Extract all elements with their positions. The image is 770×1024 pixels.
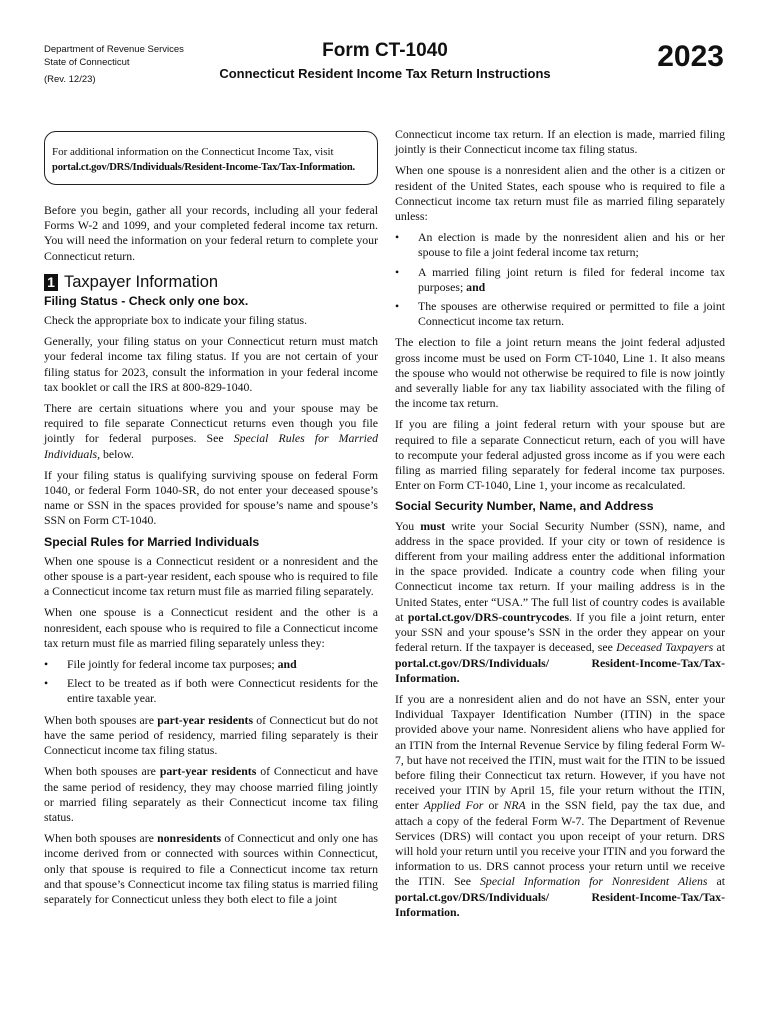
right-column bbox=[395, 127, 725, 926]
special-rules-p3: When both spouses are part-year residents of Connecticut but do not have the same period of residency, married filing separately is their Connecticut income tax filing status. bbox=[44, 712, 378, 758]
intro-paragraph: Before you begin, gather all your records, including all your federal Forms W-2 and 1099, and your completed federal income tax return. You will need the information on your federal return to complete your Connecticut return. bbox=[44, 203, 378, 263]
filing-status-p4: If your filing status is qualifying surviving spouse on federal Form 1040, or federal Form 1040-SR, do not enter your deceased spouse’s name or SSN in the spaces provided for spouse’s name and spouse’s SSN on Form CT-1040. bbox=[44, 467, 378, 528]
revision-date: (Rev. 12/23) bbox=[44, 74, 96, 85]
nonresident-alien-paragraph: When one spouse is a nonresident alien and the other is a citizen or resident of the United States, each spouse who is required to file a Connecticut income tax return must file as married filing separately unless: bbox=[395, 163, 725, 224]
info-box-link[interactable]: portal.ct.gov/DRS/Individuals/Resident-Income-Tax/Tax-Information. bbox=[52, 162, 355, 173]
special-rules-list bbox=[44, 657, 378, 707]
info-box-text: For additional information on the Connecticut Income Tax, visit bbox=[52, 146, 334, 158]
department-name: Department of Revenue Services bbox=[44, 44, 184, 55]
list-item: • The spouses are otherwise required or permitted to file a joint Connecticut income tax return. bbox=[395, 299, 725, 329]
election-paragraph: The election to file a joint return means the joint federal adjusted gross income must be used on Form CT-1040, Line 1. It also means the spouse who would not otherwise be required to file is now jointly and severally liable for any tax liability associated with the filing of the income tax return. bbox=[395, 335, 725, 411]
left-column bbox=[44, 127, 378, 913]
ssn-heading: Social Security Number, Name, and Address bbox=[395, 499, 654, 514]
itin-paragraph: If you are a nonresident alien and do not have an SSN, enter your Individual Taxpayer Identification Number (ITIN) in the space provided above your name. Nonresident aliens who have applied for an ITIN from the Internal Revenue Service by filing federal Form W-7, but have not received the ITIN, must wait for the ITIN to be issued before filing their Connecticut tax return. However, if you have not received your ITIN by April 15, file your return without the ITIN, enter Applied For or NRA in the SSN field, pay the tax due, and attach a copy of the federal Form W-7. The Department of Revenue Services (DRS) will contact you upon receipt of your return. DRS will hold your return until you receive your ITIN and you forward the information to us. DRS cannot process your return until we receive the ITIN. See Special Information for Nonresident Aliens at portal.ct.gov/DRS/Individuals/ Resident-Income-Tax/Tax-Information. bbox=[395, 691, 725, 919]
state-name: State of Connecticut bbox=[44, 56, 130, 68]
filing-status-p3: There are certain situations where you and your spouse may be required to file separate Connecticut returns even though you file jointly for federal purposes. See Special Rules for Married Individuals, below. bbox=[44, 401, 378, 461]
tax-year: 2023 bbox=[657, 40, 724, 73]
section-number-badge: 1 bbox=[44, 274, 58, 291]
filing-status-p2: Generally, your filing status on your Connecticut return must match your federal income tax filing status. If you are not certain of your filing status for 2023, consult the information in your federal income tax booklet or call the IRS at 800-829-1040. bbox=[44, 334, 378, 394]
special-rules-heading: Special Rules for Married Individuals bbox=[44, 534, 260, 549]
special-rules-p5: When both spouses are nonresidents of Connecticut and only one has income derived from or connected with sources within Connecticut, only that spouse is required to file a Connecticut income tax return and that spouse’s Connecticut income tax filing status is married filing separately for Connecticut unless they both elect to file a joint bbox=[44, 831, 378, 906]
ssn-paragraph: You must write your Social Security Number (SSN), name, and address in the space provided. If your city or town of residence is different from your mailing address enter the additional information in the space provided. Indicate a country code when filing your Connecticut income tax return. If your mailing address is in the United States, enter “USA.” The full list of country codes is available at portal.ct.gov/DRS-countrycodes. If you file a joint return, enter your SSN and your spouse’s SSN in the order they appear on your federal return. If the taxpayer is deceased, see Deceased Taxpayers at portal.ct.gov/DRS/Individuals/ Resident-Income-Tax/Tax-Information. bbox=[395, 518, 726, 685]
tax-information-link[interactable]: portal.ct.gov/DRS/Individuals/ Resident-Income-Tax/Tax-Information. bbox=[395, 655, 725, 685]
list-item: • A married filing joint return is filed for federal income tax purposes; and bbox=[395, 265, 725, 295]
form-subtitle: Connecticut Resident Income Tax Return Instructions bbox=[219, 66, 551, 81]
special-rules-reference: Special Rules for Married Individuals, bbox=[44, 431, 378, 461]
special-rules-p2: When one spouse is a Connecticut resident and the other is a nonresident, each spouse who is required to file a Connecticut income tax return must file as married filing separately unless they: bbox=[44, 605, 378, 650]
filing-status-p1: Check the appropriate box to indicate your filing status. bbox=[44, 313, 308, 328]
form-title: Form CT-1040 bbox=[322, 40, 448, 61]
filing-status-heading: Filing Status - Check only one box. bbox=[44, 293, 249, 308]
list-item: • Elect to be treated as if both were Connecticut residents for the entire taxable year. bbox=[44, 676, 378, 706]
country-codes-link[interactable]: portal.ct.gov/DRS-countrycodes bbox=[407, 609, 570, 624]
nonresident-alien-info-link[interactable]: portal.ct.gov/DRS/Individuals/ Resident-Income-Tax/Tax-Information. bbox=[395, 889, 725, 919]
continued-paragraph: Connecticut income tax return. If an election is made, married filing jointly is their Connecticut income tax filing status. bbox=[395, 127, 725, 157]
special-rules-p1: When one spouse is a Connecticut resident or a nonresident and the other spouse is a part-year resident, each spouse who is required to file a Connecticut income tax return must file as married filing separately. bbox=[44, 553, 378, 599]
section-1-heading bbox=[44, 274, 378, 291]
joint-return-paragraph: If you are filing a joint federal return with your spouse but are required to file a separate Connecticut return, each of you will have to recompute your federal adjusted gross income as if you were each filing as married filing separately for federal income tax purposes. Enter on Form CT-1040, Line 1, your income as recalculated. bbox=[395, 417, 725, 493]
special-rules-p4: When both spouses are part-year residents of Connecticut and have the same period of residency, they may choose married filing jointly or married filing separately as their Connecticut income tax filing status. bbox=[44, 764, 379, 824]
list-item: • An election is made by the nonresident alien and his or her spouse to file a joint federal income tax return; bbox=[395, 230, 725, 260]
info-box bbox=[44, 131, 378, 185]
nonresident-conditions-list bbox=[395, 230, 725, 329]
section-title: Taxpayer Information bbox=[64, 272, 219, 291]
list-item: • File jointly for federal income tax purposes; and bbox=[44, 657, 378, 672]
